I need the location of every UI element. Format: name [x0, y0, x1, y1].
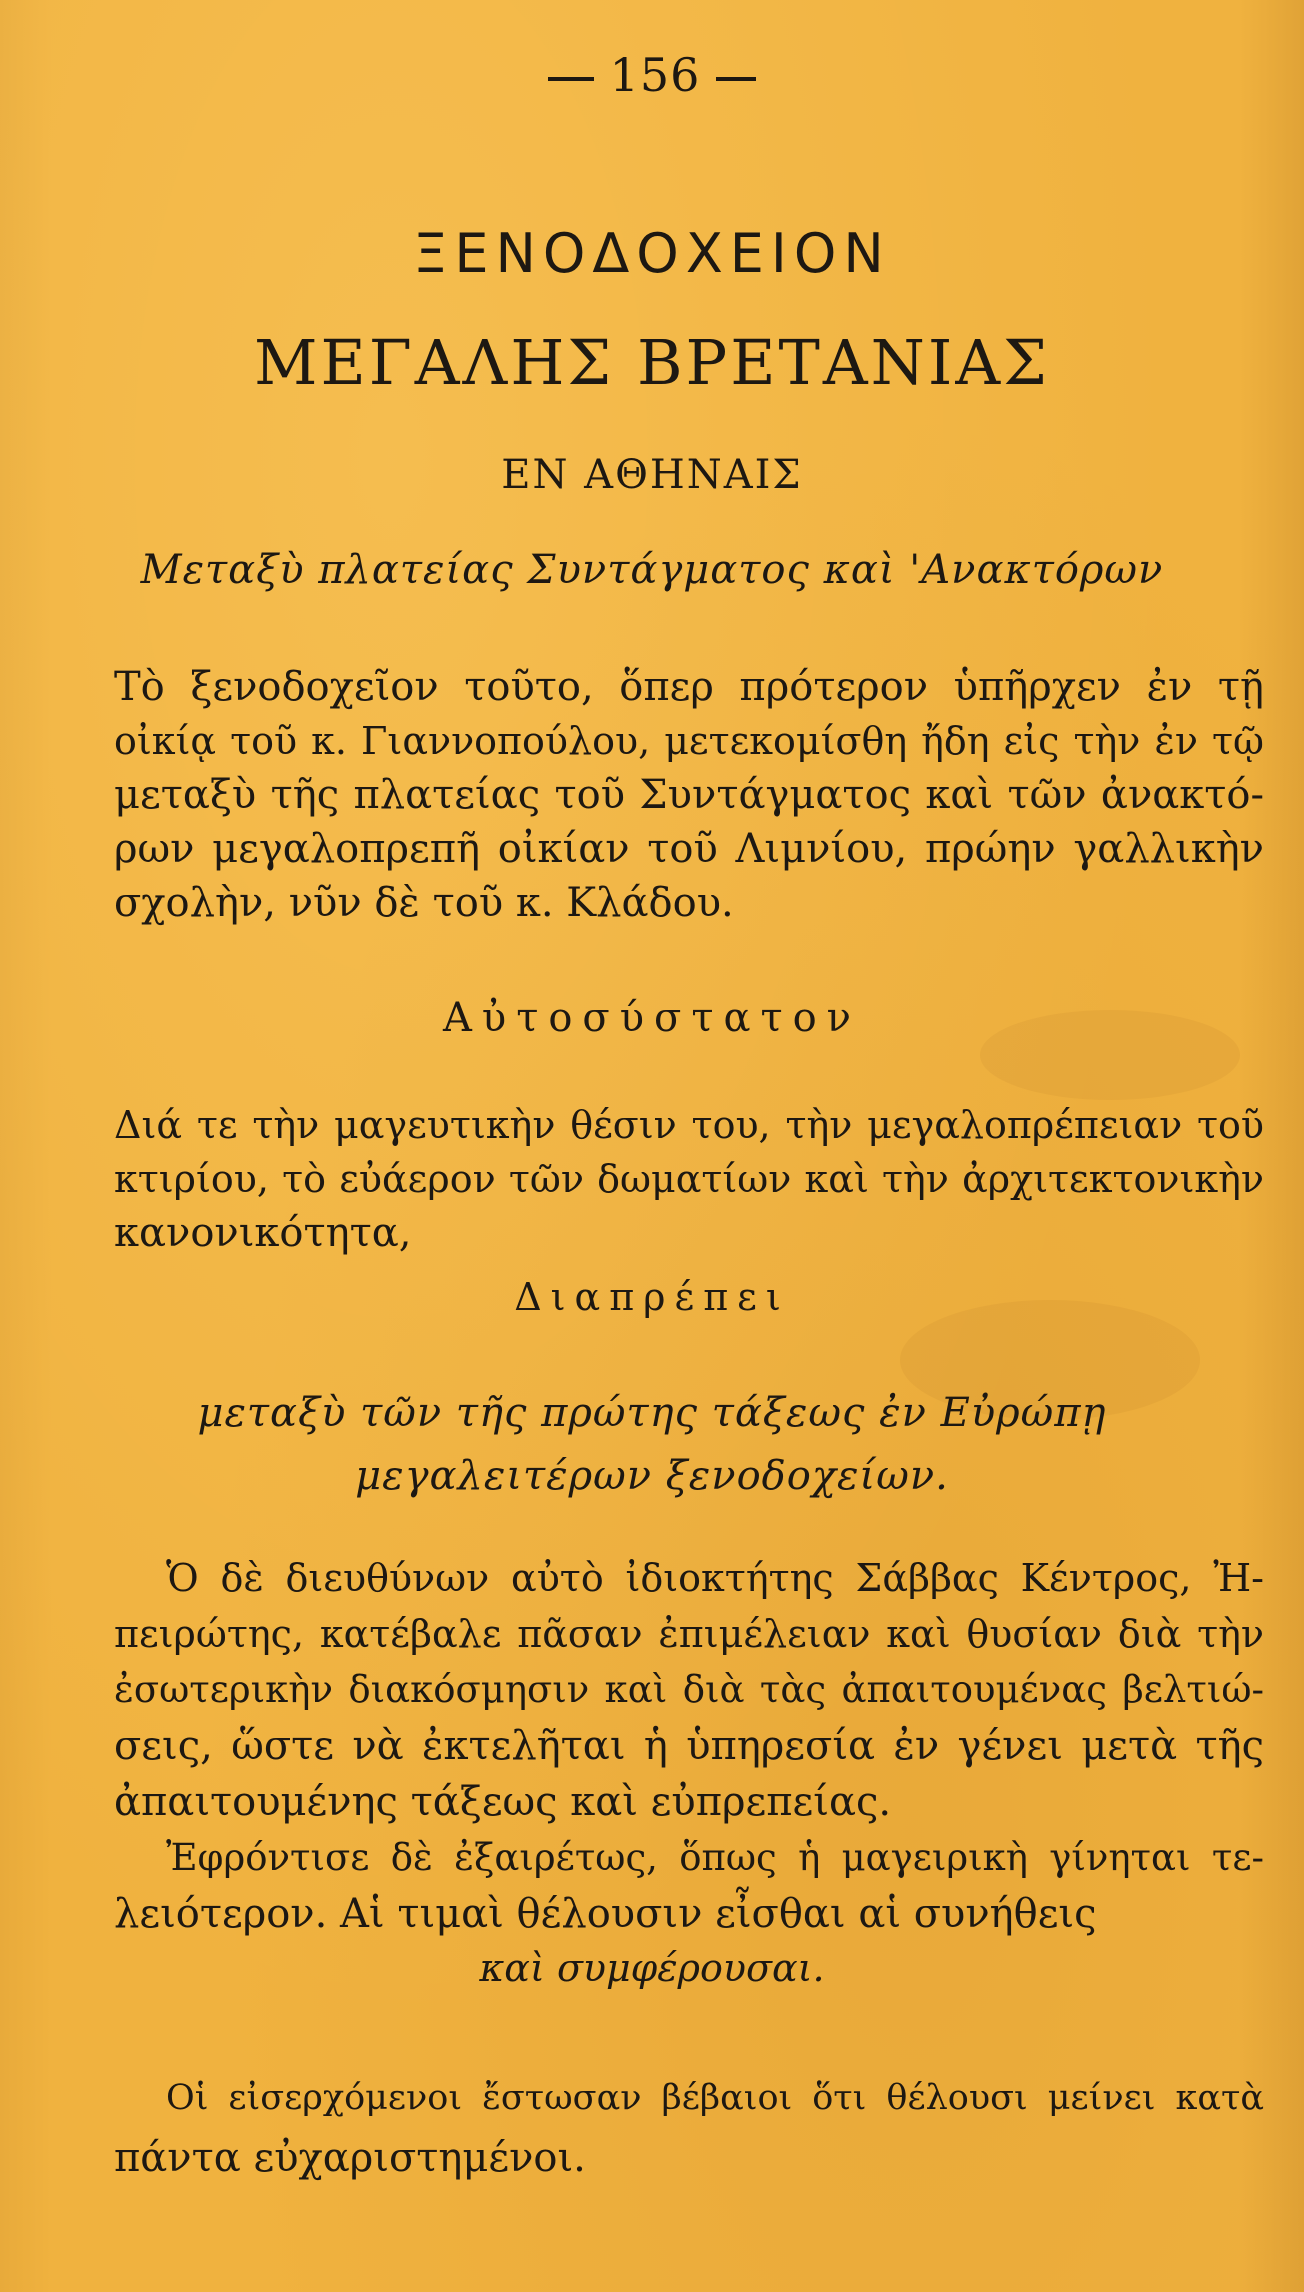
- text-line: ρων μεγαλοπρεπῆ οἰκίαν τοῦ Λιμνίου, πρώην γαλλικὴν: [114, 826, 1264, 872]
- page-number-header: [0, 48, 1304, 102]
- text-line: Διά τε τὴν μαγευτικὴν θέσιν του, τὴν μεγαλοπρέπειαν τοῦ: [114, 1103, 1264, 1147]
- title-in-athens: ΕΝ ΑΘΗΝΑΙΣ: [501, 452, 803, 498]
- text-line: πειρώτης, κατέβαλε πᾶσαν ἐπιμέλειαν καὶ θυσίαν διὰ τὴν: [114, 1612, 1264, 1656]
- title-hotel: ΞΕΝΟΔΟΧΕΙΟΝ: [413, 222, 891, 285]
- text-line: Τὸ ξενοδοχεῖον τοῦτο, ὅπερ πρότερον ὑπῆρχεν ἐν τῇ: [114, 664, 1264, 710]
- paragraph-guests: [114, 2068, 1264, 2188]
- heading-diaprepei: Διαπρέπει: [514, 1275, 790, 1319]
- paragraph-qualities: [114, 1098, 1264, 1260]
- text-line: μεταξὺ τῆς πλατείας τοῦ Συντάγματος καὶ τῶν ἀνακτό-: [114, 772, 1264, 818]
- location-subtitle: Μεταξὺ πλατείας Συντάγματος καὶ 'Ανακτόρων: [140, 547, 1164, 593]
- text-line: Οἱ εἰσερχόμενοι ἔστωσαν βέβαιοι ὅτι θέλουσι μείνει κατὰ: [166, 2078, 1264, 2118]
- title-great-britain: ΜΕΓΑΛΗΣ ΒΡΕΤΑΝΙΑΣ: [254, 326, 1050, 399]
- text-line: οἰκίᾳ τοῦ κ. Γιαννοπούλου, μετεκομίσθη ἤδη εἰς τὴν ἐν τῷ: [114, 719, 1264, 763]
- paragraph-owner: [114, 1550, 1264, 1942]
- text-line: ἀπαιτουμένης τάξεως καὶ εὐπρεπείας.: [114, 1779, 892, 1825]
- paragraph-history: [114, 660, 1264, 930]
- ornament-dash-right: [716, 77, 756, 81]
- text-line: λειότερον. Αἱ τιμαὶ θέλουσιν εἶσθαι αἱ συνήθεις: [114, 1891, 1097, 1937]
- page-number: 156: [609, 48, 701, 102]
- ornament-dash-left: [548, 77, 594, 81]
- italic-line-prices: καὶ συμφέρουσαι.: [479, 1946, 825, 1990]
- text-line: σεις, ὥστε νὰ ἐκτελῆται ἡ ὑπηρεσία ἐν γένει μετὰ τῆς: [114, 1723, 1264, 1769]
- italic-line-hotels: μεγαλειτέρων ξενοδοχείων.: [355, 1453, 949, 1499]
- text-line: Ἐφρόντισε δὲ ἐξαιρέτως, ὅπως ἡ μαγειρικὴ γίνηται τε-: [166, 1836, 1264, 1879]
- text-line: σχολὴν, νῦν δὲ τοῦ κ. Κλάδου.: [114, 880, 734, 926]
- text-line: Ὁ δὲ διευθύνων αὐτὸ ἰδιοκτήτης Σάββας Κέντρος, Ἠ-: [166, 1556, 1264, 1600]
- text-line: ἐσωτερικὴν διακόσμησιν καὶ διὰ τὰς ἀπαιτουμένας βελτιώ-: [114, 1668, 1264, 1711]
- text-line: κανονικότητα,: [114, 1210, 412, 1256]
- heading-autosystaton: Αὐτοσύστατον: [442, 995, 861, 1041]
- italic-line-europe: μεταξὺ τῶν τῆς πρώτης τάξεως ἐν Εὐρώπῃ: [197, 1390, 1107, 1436]
- text-line: κτιρίου, τὸ εὐάερον τῶν δωματίων καὶ τὴν ἀρχιτεκτονικὴν: [114, 1157, 1264, 1201]
- text-line: πάντα εὐχαριστημένοι.: [114, 2135, 586, 2181]
